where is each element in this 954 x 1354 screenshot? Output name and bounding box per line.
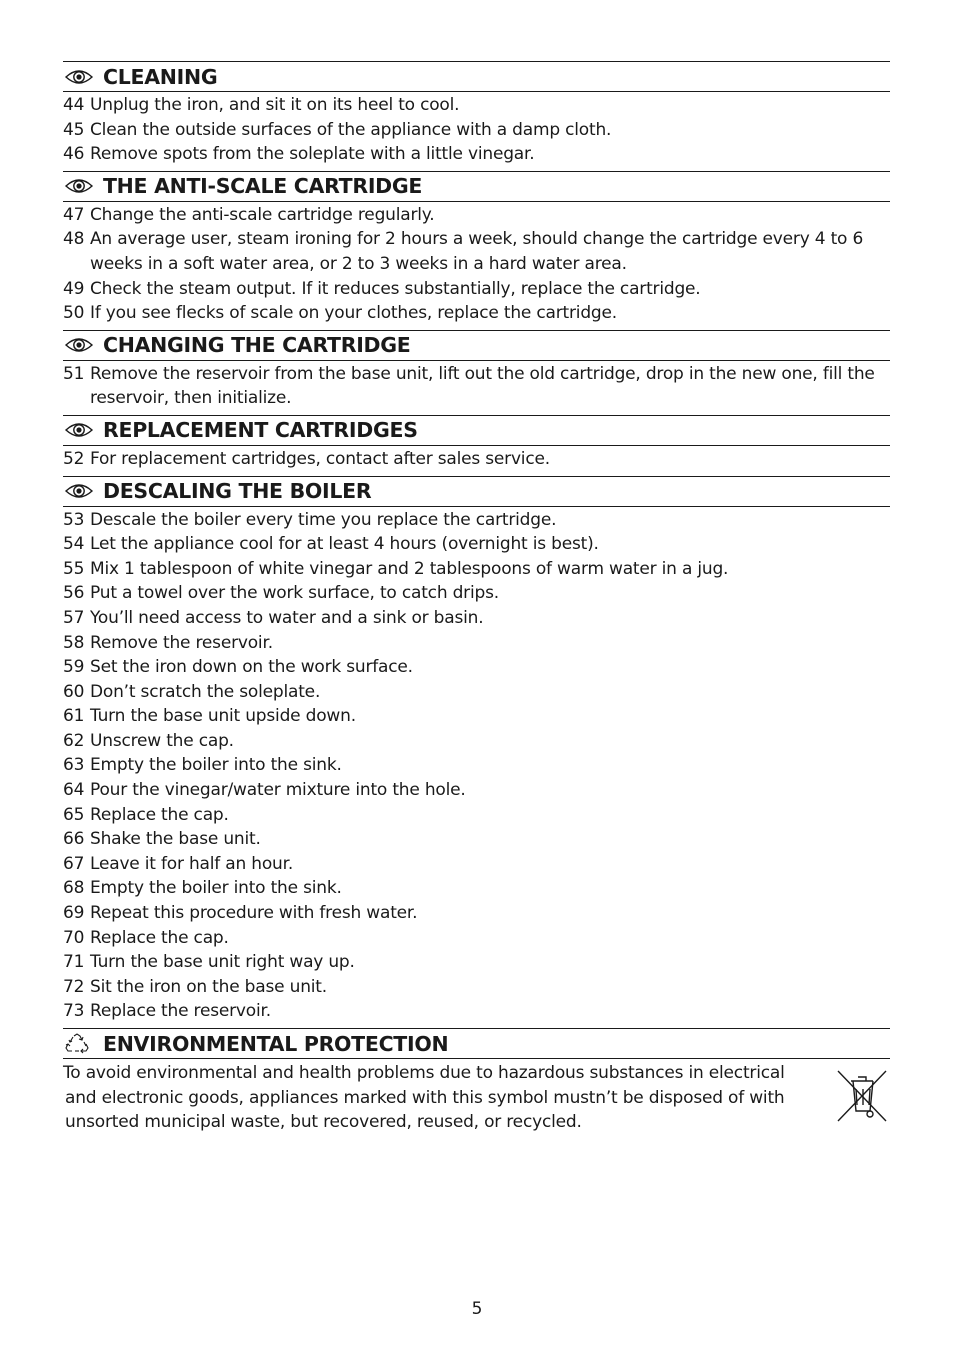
item-number: 50 — [63, 303, 85, 324]
section — [63, 61, 890, 171]
item-number: 71 — [63, 952, 85, 973]
list-item — [63, 631, 890, 656]
item-text: Shake the base unit. — [90, 829, 261, 850]
item-number: 51 — [63, 363, 85, 384]
instruction-list — [63, 361, 890, 415]
eye-icon — [64, 420, 94, 440]
item-text: Let the appliance cool for at least 4 hours (overnight is best). — [90, 534, 599, 555]
list-item — [63, 950, 890, 975]
item-text: Sit the iron on the base unit. — [90, 976, 327, 997]
item-number: 67 — [63, 853, 85, 874]
list-item — [63, 778, 890, 803]
item-number: 68 — [63, 878, 85, 899]
item-text: Unscrew the cap. — [90, 730, 234, 751]
list-item — [63, 999, 890, 1024]
environment-text-line: and electronic goods, appliances marked with this symbol mustn’t be disposed of with — [65, 1087, 785, 1108]
section-heading — [63, 330, 890, 361]
item-number: 69 — [63, 903, 85, 924]
list-item — [63, 926, 890, 951]
section-title: REPLACEMENT CARTRIDGES — [103, 418, 418, 443]
environment-text-line: To avoid environmental and health problems due to hazardous substances in electrical — [63, 1063, 785, 1083]
item-text: Replace the reservoir. — [90, 1001, 271, 1022]
section-heading — [63, 1028, 890, 1059]
item-number: 59 — [63, 657, 85, 678]
environment-text — [63, 1061, 833, 1135]
item-number: 53 — [63, 509, 85, 530]
instruction-list — [63, 92, 890, 171]
page-number: 5 — [471, 1299, 483, 1319]
list-item — [63, 581, 890, 606]
list-item — [63, 227, 890, 276]
item-number: 54 — [63, 534, 85, 555]
eye-icon — [64, 481, 94, 501]
item-text: Remove the reservoir. — [90, 632, 273, 653]
item-text: Empty the boiler into the sink. — [90, 755, 342, 776]
crossed-out-wheelie-bin-icon — [836, 1069, 888, 1123]
item-text: Remove the reservoir from the base unit, lift out the old cartridge, drop in the new one, fill the reservoir, then initialize. — [90, 363, 875, 409]
item-number: 52 — [63, 448, 85, 469]
item-number: 49 — [63, 278, 85, 299]
list-item — [63, 876, 890, 901]
list-item — [63, 852, 890, 877]
section-heading — [63, 415, 890, 446]
environment-body — [63, 1059, 890, 1135]
list-item — [63, 557, 890, 582]
item-text: Don’t scratch the soleplate. — [90, 681, 321, 702]
item-text: Clean the outside surfaces of the appliance with a damp cloth. — [90, 119, 612, 140]
list-item — [63, 447, 890, 472]
section — [63, 476, 890, 1028]
item-number: 73 — [63, 1001, 85, 1022]
list-item — [63, 532, 890, 557]
item-text: You’ll need access to water and a sink or basin. — [90, 607, 484, 628]
item-text: Replace the cap. — [90, 927, 229, 948]
instruction-sections — [63, 61, 890, 1028]
list-item — [63, 362, 890, 411]
item-number: 56 — [63, 583, 85, 604]
item-number: 63 — [63, 755, 85, 776]
item-number: 60 — [63, 681, 85, 702]
list-item — [63, 901, 890, 926]
section-heading — [63, 476, 890, 507]
item-number: 62 — [63, 730, 85, 751]
item-text: Descale the boiler every time you replace the cartridge. — [90, 509, 557, 530]
item-number: 72 — [63, 976, 85, 997]
section-title: ENVIRONMENTAL PROTECTION — [103, 1031, 449, 1056]
item-number: 61 — [63, 706, 85, 727]
item-text: Put a towel over the work surface, to catch drips. — [90, 583, 499, 604]
item-text: Unplug the iron, and sit it on its heel to cool. — [90, 95, 460, 115]
item-number: 45 — [63, 119, 85, 140]
section-environmental-protection — [63, 1028, 890, 1135]
item-text: Repeat this procedure with fresh water. — [90, 903, 418, 924]
item-number: 64 — [63, 780, 85, 801]
list-item — [63, 508, 890, 533]
item-text: An average user, steam ironing for 2 hours a week, should change the cartridge every 4 to 6 weeks in a soft water area, or 2 to 3 weeks in a hard water area. — [90, 229, 864, 274]
instruction-list — [63, 202, 890, 330]
section-title: CLEANING — [103, 64, 218, 89]
item-text: Mix 1 tablespoon of white vinegar and 2 tablespoons of warm water in a jug. — [90, 558, 729, 579]
item-number: 66 — [63, 829, 85, 850]
item-text: Turn the base unit upside down. — [90, 706, 356, 727]
item-number: 58 — [63, 632, 85, 653]
list-item — [63, 827, 890, 852]
item-text: Empty the boiler into the sink. — [90, 878, 342, 899]
list-item — [63, 704, 890, 729]
item-text: Check the steam output. If it reduces substantially, replace the cartridge. — [90, 278, 701, 299]
section-title: THE ANTI-SCALE CARTRIDGE — [103, 174, 423, 199]
section — [63, 330, 890, 415]
section-title: CHANGING THE CARTRIDGE — [103, 333, 411, 358]
item-text: Change the anti-scale cartridge regularly. — [90, 204, 435, 225]
instruction-list — [63, 507, 890, 1028]
item-number: 55 — [63, 558, 85, 579]
list-item — [63, 277, 890, 302]
instruction-list — [63, 446, 890, 476]
item-text: Replace the cap. — [90, 804, 229, 825]
item-number: 44 — [63, 95, 85, 115]
item-number: 47 — [63, 204, 85, 225]
eye-icon — [64, 67, 94, 87]
page-content — [63, 61, 890, 1135]
section-heading — [63, 171, 890, 202]
section-heading — [63, 61, 890, 92]
list-item — [63, 803, 890, 828]
list-item — [63, 753, 890, 778]
item-text: Remove spots from the soleplate with a little vinegar. — [90, 144, 535, 165]
item-number: 65 — [63, 804, 85, 825]
item-text: Pour the vinegar/water mixture into the hole. — [90, 780, 466, 801]
eye-icon — [64, 176, 94, 196]
list-item — [63, 203, 890, 228]
item-text: Set the iron down on the work surface. — [90, 657, 413, 678]
item-text: Leave it for half an hour. — [90, 853, 294, 874]
list-item — [63, 118, 890, 143]
item-text: If you see flecks of scale on your clothes, replace the cartridge. — [90, 303, 617, 324]
list-item — [63, 606, 890, 631]
list-item — [63, 975, 890, 1000]
recycle-icon — [64, 1034, 94, 1054]
list-item — [63, 301, 890, 326]
list-item — [63, 93, 890, 118]
environment-text-line: unsorted municipal waste, but recovered, reused, or recycled. — [65, 1112, 582, 1133]
list-item — [63, 142, 890, 167]
item-text: Turn the base unit right way up. — [90, 952, 355, 973]
item-number: 57 — [63, 607, 85, 628]
section-title: DESCALING THE BOILER — [103, 479, 372, 504]
item-number: 46 — [63, 144, 85, 165]
item-number: 70 — [63, 927, 85, 948]
section — [63, 171, 890, 330]
list-item — [63, 655, 890, 680]
eye-icon — [64, 335, 94, 355]
section — [63, 415, 890, 476]
item-text: For replacement cartridges, contact after sales service. — [90, 448, 550, 469]
list-item — [63, 729, 890, 754]
list-item — [63, 680, 890, 705]
item-number: 48 — [63, 229, 85, 250]
